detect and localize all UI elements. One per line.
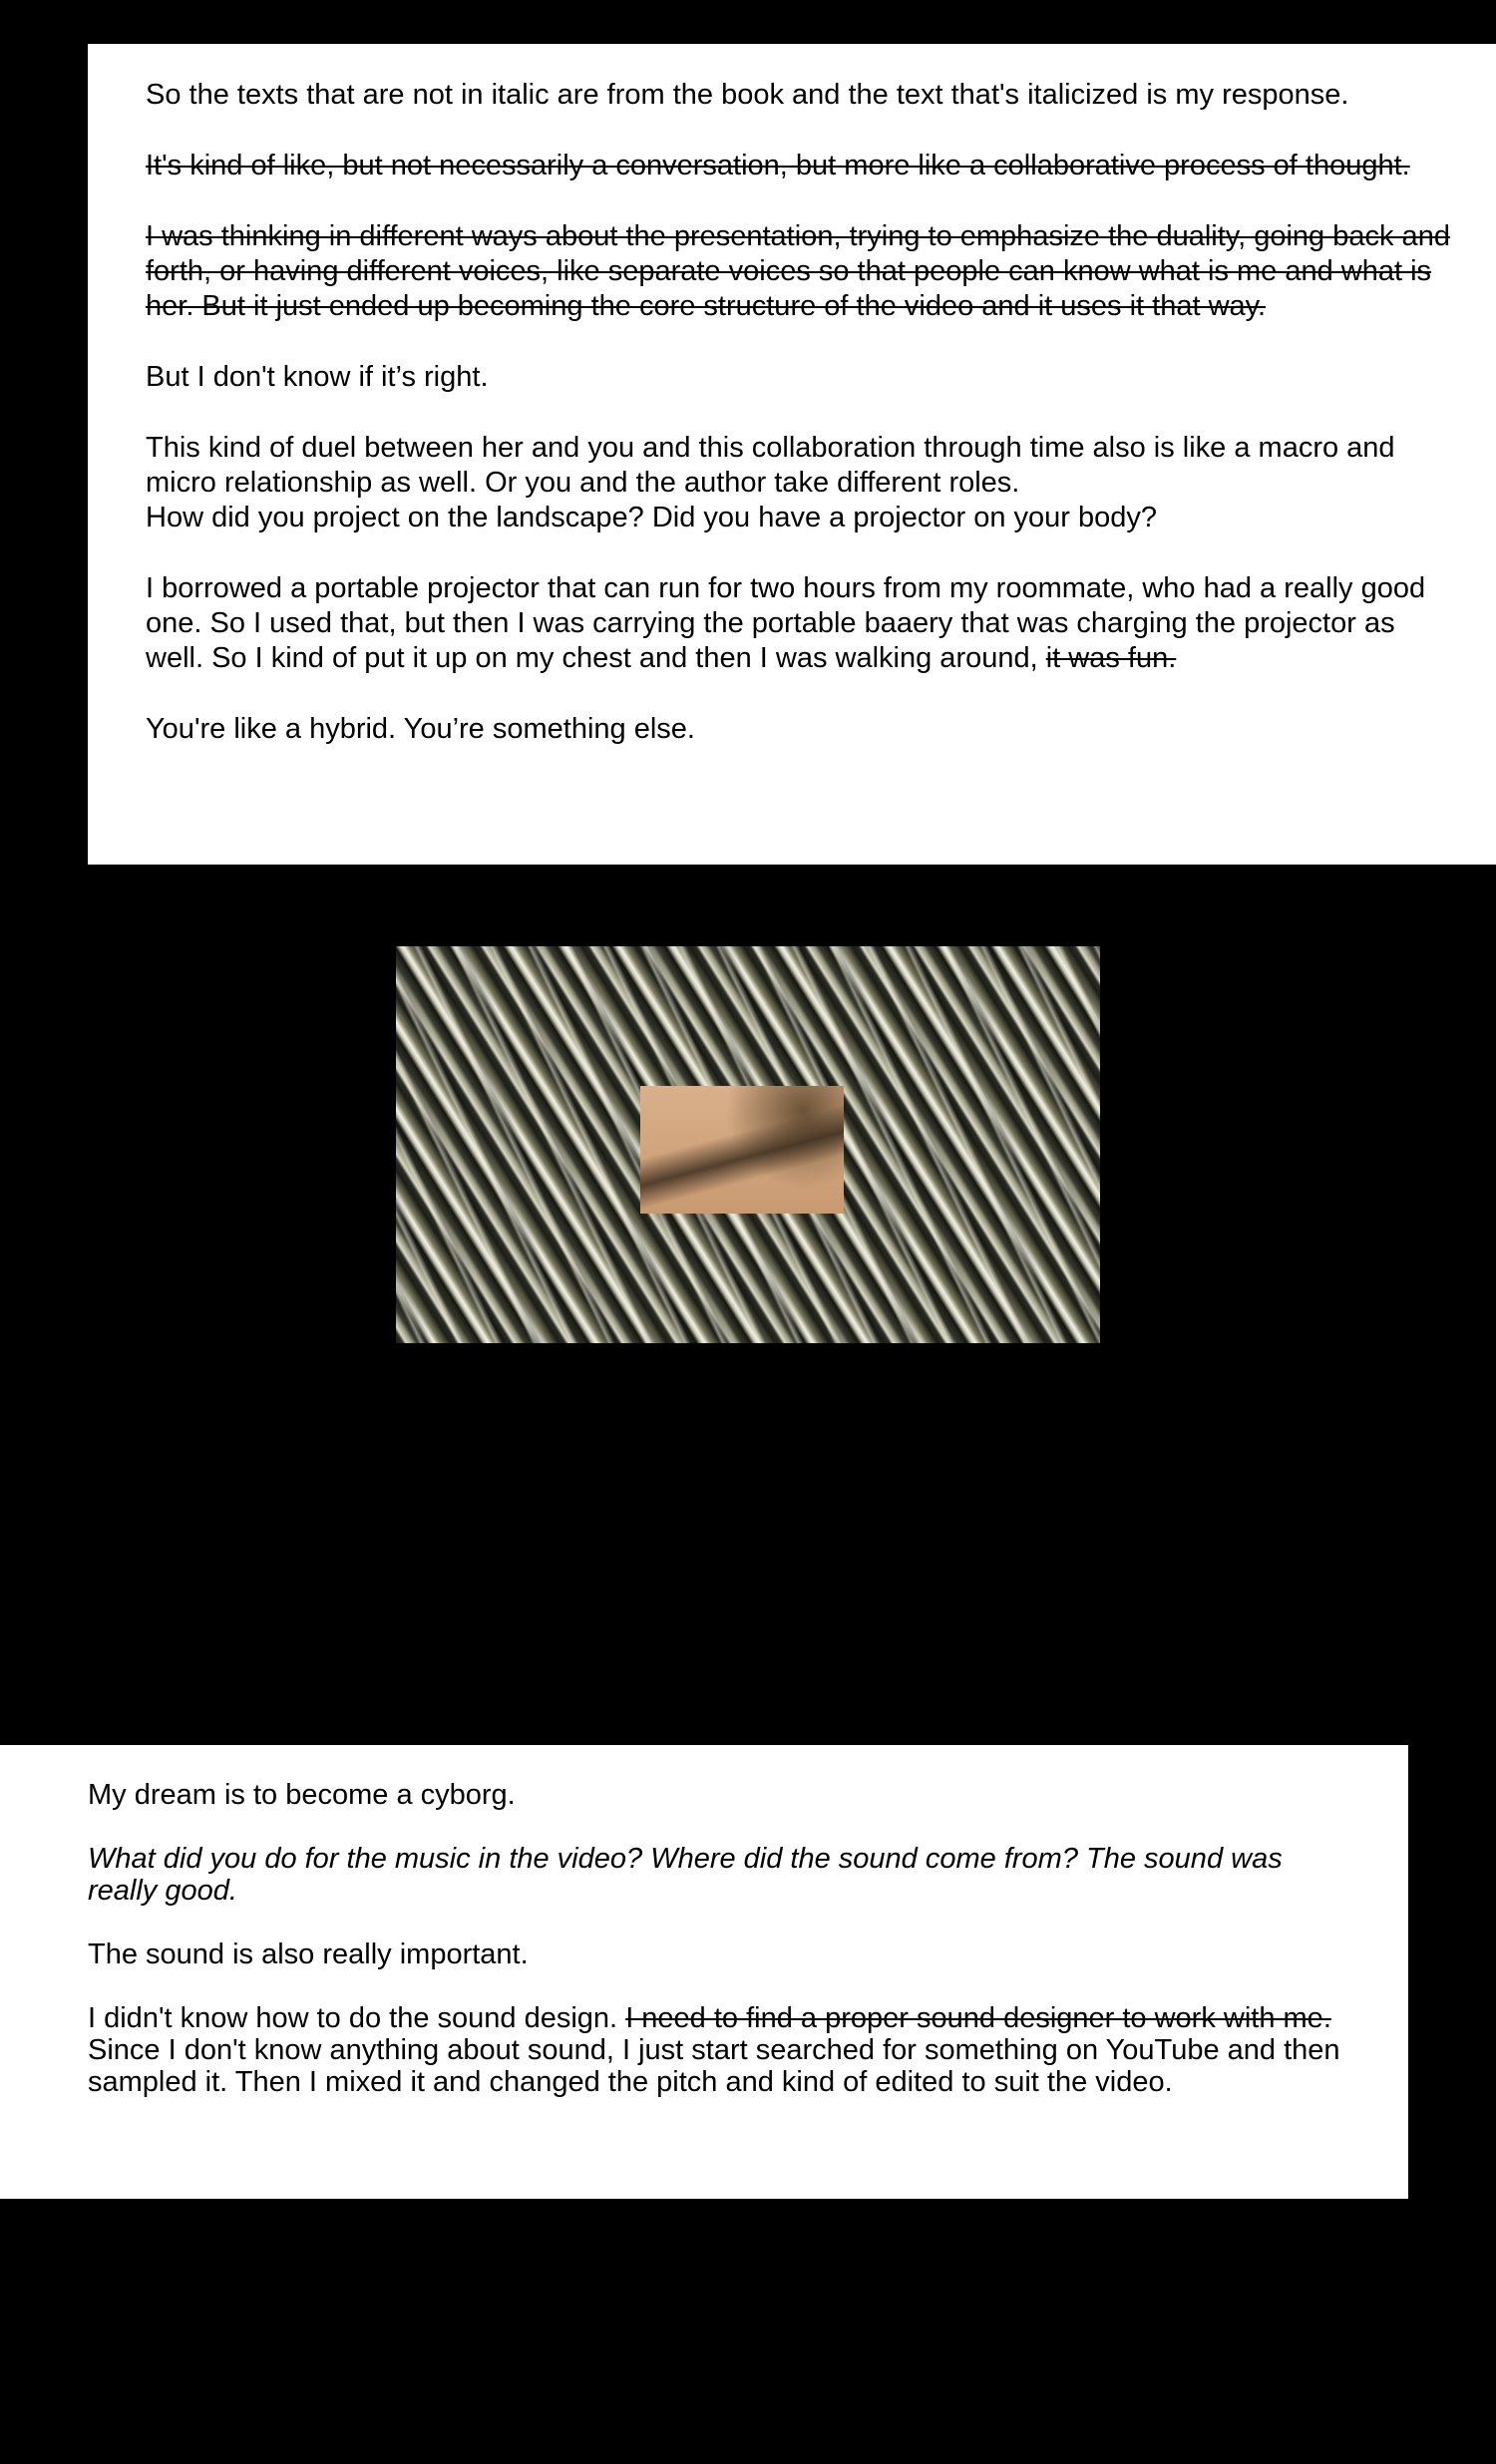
struck-fun-text: it was fun. — [1045, 642, 1177, 674]
top-text-panel — [88, 44, 1496, 865]
paragraph-hybrid: You're like a hybrid. You’re something else. — [146, 713, 695, 745]
struck-paragraph-presentation: I was thinking in different ways about the presentation, trying to emphasize the duality, going back and forth, or having different voices, like separate voices so that people can know what is me and what is her. But it just ended up becoming the core structure of the video and it uses it that way. — [146, 220, 1450, 322]
intro-paragraph: So the texts that are not in italic are from the book and the text that's italicized is my response. — [146, 79, 1349, 111]
paragraph-sound-important: The sound is also really important. — [88, 1938, 529, 1970]
bottom-text-panel — [0, 1745, 1408, 2199]
paragraph-duel-question — [146, 431, 1457, 535]
struck-paragraph-conversation: It's kind of like, but not necessarily a conversation, but more like a collaborative process of thought. — [146, 150, 1410, 181]
paragraph-cyborg: My dream is to become a cyborg. — [88, 1779, 516, 1811]
paragraph-projector-answer — [146, 571, 1457, 676]
projector-question-line: How did you project on the landscape? Did you have a projector on your body? — [146, 502, 1158, 533]
black-margin — [0, 2199, 88, 2464]
paragraph-sound-design — [88, 2002, 1348, 2098]
needles-photo — [396, 946, 1100, 1343]
projector-answer-text: I borrowed a portable projector that can run for two hours from my roommate, who had a really good one. So I used that, but then I was carrying the portable baaery that was charging the projector as well. So I kind of put it up on my chest and then I was walking around, — [146, 572, 1426, 674]
paragraph-not-sure: But I don't know if it’s right. — [146, 361, 489, 393]
duel-line: This kind of duel between her and you and this collaboration through time also is like a macro and micro relationship as well. Or you and the author take different roles. — [146, 432, 1395, 499]
struck-sound-designer-text: I need to find a proper sound designer to work with me. — [625, 2002, 1331, 2034]
sound-design-rest: Since I don't know anything about sound, I just start searched for something on YouTube and then sampled it. Then I mixed it and changed the pitch and kind of edited to suit the video. — [88, 2034, 1340, 2098]
skin-inset-photo — [640, 1086, 844, 1214]
sound-design-text: I didn't know how to do the sound design. — [88, 2002, 618, 2034]
music-question: What did you do for the music in the video? Where did the sound come from? The sound was really good. — [88, 1843, 1283, 1907]
